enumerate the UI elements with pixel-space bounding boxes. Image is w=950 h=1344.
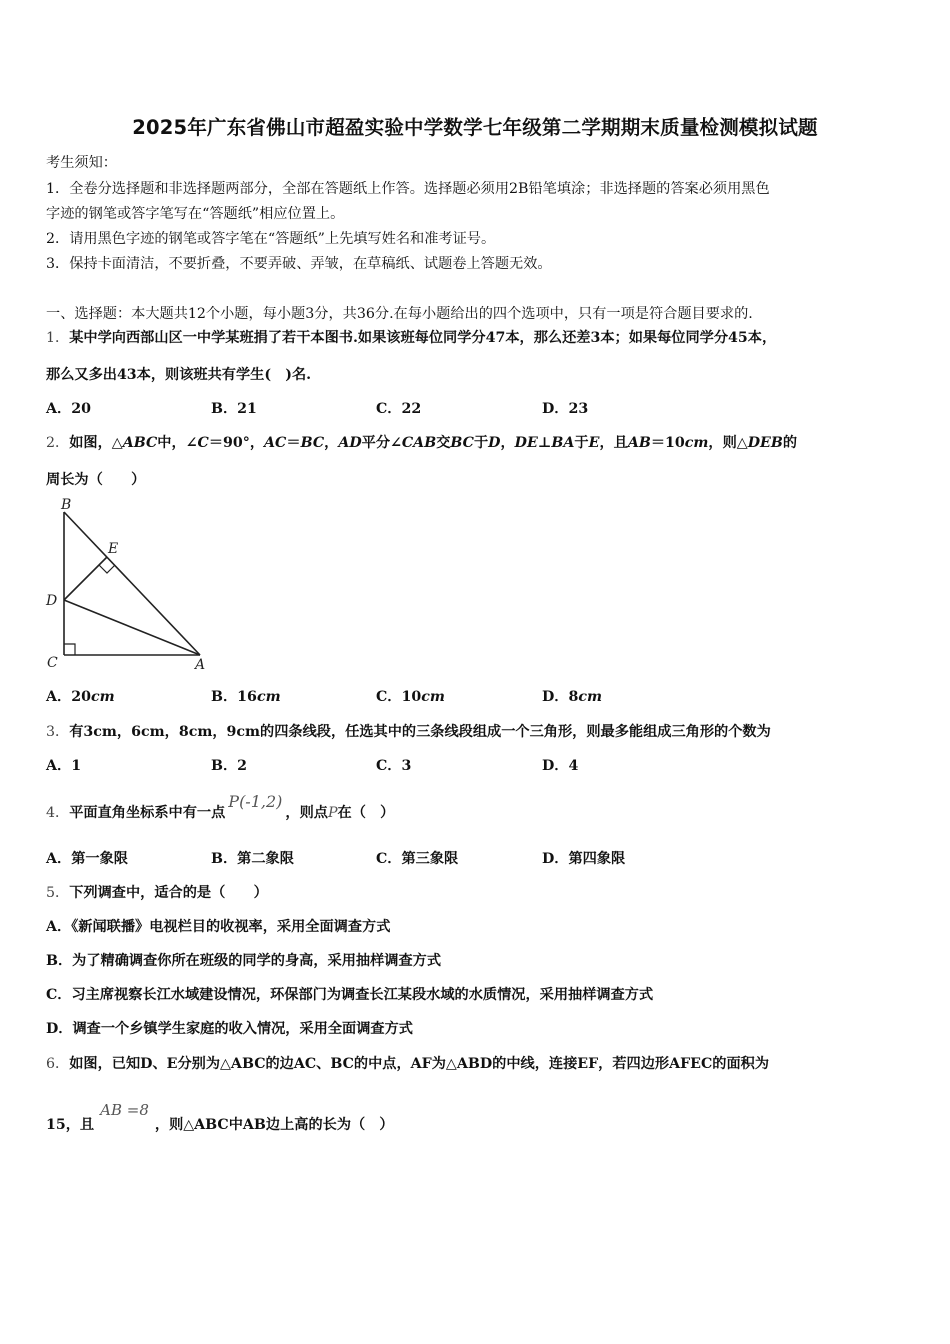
q2-option-b[interactable]: [211, 686, 281, 706]
q2-option-b-value: B．16: [211, 689, 257, 705]
q2-option-a-unit: cm: [90, 689, 115, 705]
q2-option-d-value: D．8: [542, 689, 579, 705]
segment-ba: [64, 512, 200, 655]
q3-option-c[interactable]: C．3: [376, 758, 412, 774]
q2-text: ⊥: [537, 435, 552, 451]
notice-item-2: 2．请用黑色字迹的钢笔或答字笔在“答题纸”上先填写姓名和准考证号。: [46, 231, 496, 247]
point-p-coordinates: P(‑1,2): [228, 792, 283, 811]
segment-de: [64, 557, 107, 600]
q2-abc: ABC: [122, 435, 158, 451]
notice-item-1: 1．全卷分选择题和非选择题两部分，全部在答题纸上作答。选择题必须用2B铅笔填涂；非选择题的答案必须用黑色: [46, 181, 770, 197]
ab-equals-8: AB =8: [100, 1101, 149, 1119]
q4-option-c[interactable]: C．第三象限: [376, 851, 459, 867]
q2-option-a[interactable]: [46, 686, 115, 706]
question-3: [46, 721, 771, 741]
q2-text: ＝: [286, 435, 301, 451]
right-angle-c: [64, 644, 75, 655]
q2-option-c-unit: cm: [421, 689, 445, 705]
question-6-line-2: [46, 1101, 394, 1134]
question-4-text-1: 平面直角坐标系中有一点: [69, 805, 226, 821]
label-c: C: [47, 655, 58, 671]
right-angle-e: [99, 565, 115, 573]
q3-option-a[interactable]: A．1: [46, 758, 82, 774]
question-5-text: 下列调查中，适合的是（ ）: [69, 885, 268, 901]
question-3-text: 有3cm，6cm，8cm，9cm的四条线段，任选其中的三条线段组成一个三角形，则最多能组成三角形的个数为: [69, 724, 771, 740]
label-e: E: [108, 541, 119, 557]
label-b: B: [61, 497, 72, 513]
q5-option-d[interactable]: D．调查一个乡镇学生家庭的收入情况，采用全面调查方式: [46, 1021, 413, 1037]
question-3-options: [46, 755, 906, 775]
q2-text: ，则△: [708, 435, 748, 451]
q2-text: 如图，△: [69, 435, 123, 451]
q2-text: ，: [500, 435, 515, 451]
q2-text: ＝90°，: [208, 435, 265, 451]
question-6-text-2a: 15，且: [46, 1117, 95, 1133]
q2-option-c-value: C．10: [376, 689, 422, 705]
q2-text: 平分∠: [361, 435, 402, 451]
q2-bc: BC: [450, 435, 474, 451]
q2-ad: AD: [338, 435, 362, 451]
q2-text: ，: [324, 435, 339, 451]
triangle-figure: [40, 494, 220, 674]
q1-option-a[interactable]: A．20: [46, 401, 91, 417]
q2-option-d[interactable]: [542, 686, 602, 706]
q2-text: 中，∠: [157, 435, 198, 451]
question-2-line-1: [46, 432, 797, 452]
question-4-text-3: 在（ ）: [337, 805, 395, 821]
question-1-line-1: [46, 327, 776, 347]
question-6-text: 如图，已知D、E分别为△ABC的边AC、BC的中点，AF为△ABD的中线，连接EF，若四边形AFEC的面积为: [69, 1056, 770, 1072]
label-d: D: [46, 593, 58, 609]
question-1-text: 某中学向西部山区一中学某班捐了若干本图书.如果该班每位同学分47本，那么还差3本；如果每位同学分45本，: [69, 330, 777, 346]
q2-option-c[interactable]: [376, 686, 445, 706]
q2-bc: BC: [300, 435, 325, 451]
q3-option-d[interactable]: D．4: [542, 758, 579, 774]
question-6-text-2b: ，则△ABC中AB边上高的长为（ ）: [154, 1117, 394, 1133]
q1-option-c[interactable]: C．22: [376, 401, 422, 417]
question-2-line-2: 周长为（ ）: [46, 472, 146, 488]
point-p: P: [327, 805, 338, 821]
q2-text: 于: [574, 435, 589, 451]
q2-text: ＝10: [650, 435, 685, 451]
q2-option-a-value: A．20: [46, 689, 91, 705]
q5-option-c[interactable]: C．习主席视察长江水域建设情况，环保部门为调查长江某段水域的水质情况，采用抽样调查方式: [46, 987, 654, 1003]
question-3-number: 3．: [46, 724, 70, 740]
page-title: 2025年广东省佛山市超盈实验中学数学七年级第二学期期末质量检测模拟试题: [132, 116, 818, 139]
question-4-text-2: ，则点: [285, 805, 328, 821]
q1-option-b[interactable]: B．21: [211, 401, 257, 417]
section-heading: 一、选择题：本大题共12个小题，每小题3分，共36分.在每小题给出的四个选项中，只有一项是符合题目要求的.: [46, 306, 753, 322]
question-4-options: [46, 848, 906, 868]
q2-d: D: [488, 435, 501, 451]
q2-text: 于: [473, 435, 489, 451]
q2-text: ，且: [599, 435, 628, 451]
q2-ab: AB: [627, 435, 651, 451]
q4-option-d[interactable]: D．第四象限: [542, 851, 626, 867]
q1-option-d[interactable]: D．23: [542, 401, 589, 417]
q2-cm: cm: [684, 435, 709, 451]
question-6-line-1: [46, 1053, 769, 1073]
q2-ac: AC: [264, 435, 287, 451]
label-a: A: [195, 657, 206, 673]
notice-item-1-cont: 字迹的钢笔或答字笔写在“答题纸”相应位置上。: [46, 206, 345, 222]
q2-option-b-unit: cm: [256, 689, 281, 705]
q2-text: 交: [436, 435, 451, 451]
q2-text: 的: [782, 435, 798, 451]
question-4-number: 4．: [46, 805, 70, 821]
question-4: [46, 792, 395, 822]
q3-option-b[interactable]: B．2: [211, 758, 248, 774]
question-1-options: [46, 398, 906, 418]
q2-de: DE: [514, 435, 538, 451]
question-5: [46, 882, 268, 902]
q2-c: C: [197, 435, 209, 451]
notice-heading: 考生须知：: [46, 155, 117, 171]
question-2-options: [46, 686, 906, 706]
q2-deb: DEB: [747, 435, 783, 451]
q2-ba: BA: [551, 435, 575, 451]
q4-option-b[interactable]: B．第二象限: [211, 851, 294, 867]
q4-option-a[interactable]: A．第一象限: [46, 851, 128, 867]
q5-option-a[interactable]: A．《新闻联播》电视栏目的收视率，采用全面调查方式: [46, 919, 391, 935]
question-6-number: 6．: [46, 1056, 70, 1072]
notice-item-3: 3．保持卡面清洁，不要折叠，不要弄破、弄皱，在草稿纸、试题卷上答题无效。: [46, 256, 552, 272]
question-2-number: 2．: [46, 435, 70, 451]
q2-cab: CAB: [401, 435, 437, 451]
question-1-number: 1．: [46, 330, 70, 346]
segment-da: [64, 600, 200, 655]
q2-option-d-unit: cm: [578, 689, 603, 705]
question-5-number: 5．: [46, 885, 70, 901]
q5-option-b[interactable]: B．为了精确调查你所在班级的同学的身高，采用抽样调查方式: [46, 953, 442, 969]
q2-e: E: [588, 435, 600, 451]
question-1-line-2: 那么又多出43本，则该班共有学生( )名.: [46, 367, 312, 383]
